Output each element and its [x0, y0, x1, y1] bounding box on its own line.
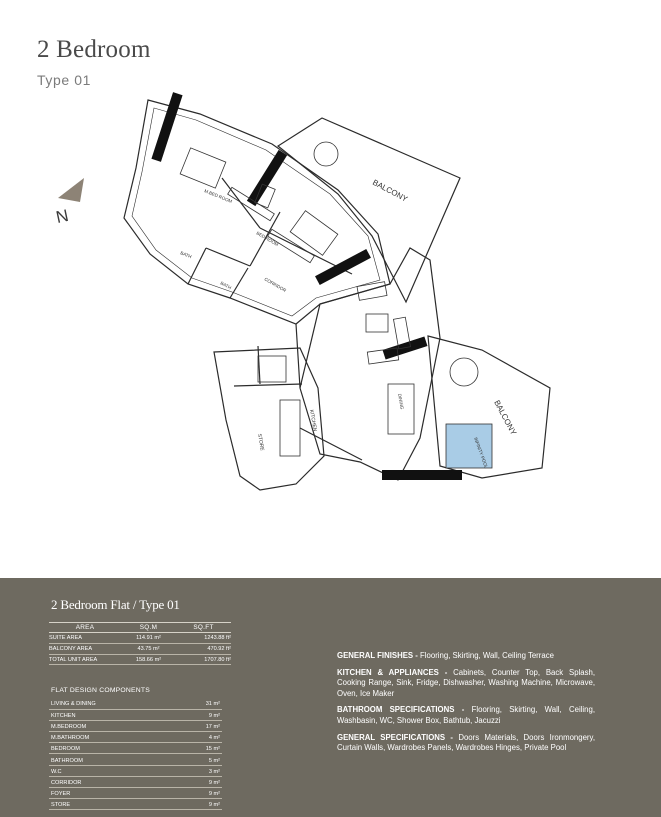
page-subtitle: Type 01 — [37, 72, 92, 88]
label-m-bed-room: M.BED ROOM — [203, 188, 233, 204]
spec-title: KITCHEN & APPLIANCES - — [337, 667, 448, 677]
area-header-area: AREA — [49, 623, 121, 633]
spec-kitchen-appliances — [337, 668, 595, 700]
component-label: FOYER — [49, 788, 173, 799]
component-label: BATHROOM — [49, 754, 173, 765]
area-label: SUITE AREA — [49, 633, 121, 644]
label-bath-2: BATH — [219, 280, 233, 291]
area-table-header — [49, 623, 231, 633]
table-row — [49, 788, 222, 799]
spec-text: Flooring, Skirting, Wall, Ceiling Terrace — [420, 651, 554, 660]
spec-general — [337, 733, 595, 754]
component-label: M.BEDROOM — [49, 720, 173, 731]
component-label: LIVING & DINING — [49, 698, 173, 709]
area-sqft: 1707.80 ft² — [176, 654, 231, 665]
spec-title: BATHROOM SPECIFICATIONS - — [337, 705, 465, 715]
kitchen-outline — [214, 348, 324, 490]
floor-plan — [110, 88, 560, 518]
component-label: M.BATHROOM — [49, 732, 173, 743]
label-balcony-top: BALCONY — [371, 177, 410, 204]
table-row — [49, 765, 222, 776]
component-value: 9 m² — [173, 799, 222, 810]
area-sqm: 158.66 m² — [121, 654, 176, 665]
table-row — [49, 776, 222, 787]
table-row — [49, 799, 222, 810]
component-value: 3 m² — [173, 765, 222, 776]
north-arrow-shape — [58, 178, 84, 202]
label-dining: DINING — [397, 393, 405, 410]
column-bar — [382, 470, 462, 480]
wall-line — [234, 384, 302, 386]
component-value: 17 m² — [173, 720, 222, 731]
table-row — [49, 720, 222, 731]
spec-title: GENERAL SPECIFICATIONS - — [337, 732, 454, 742]
area-table — [49, 622, 231, 665]
balcony-top-outline — [278, 118, 460, 302]
bath-fixture-icon — [258, 356, 286, 382]
area-sqft: 1243.88 ft² — [176, 633, 231, 644]
spec-text: Flooring, Skirting, Wall, Ceiling, Washbasin, WC, Shower Box, Bathtub, Jacuzzi — [337, 705, 595, 725]
component-value: 9 m² — [173, 709, 222, 720]
table-row — [49, 754, 222, 765]
spec-text: Cabinets, Counter Top, Back Splash, Cooking Range, Sink, Fridge, Dishwasher, Washing Machine, Microwave, Oven, Ice Maker — [337, 667, 596, 698]
plant-icon — [314, 142, 338, 166]
plant-icon — [450, 358, 478, 386]
area-sqm: 114.91 m² — [121, 633, 176, 644]
wall-line — [300, 428, 362, 460]
table-row — [49, 698, 222, 709]
specifications — [337, 651, 595, 760]
page-title: 2 Bedroom — [37, 36, 151, 63]
component-value: 5 m² — [173, 754, 222, 765]
components-title: FLAT DESIGN COMPONENTS — [51, 687, 150, 694]
kitchen-counter-icon — [280, 400, 300, 456]
area-sqft: 470.92 ft² — [176, 643, 231, 654]
label-corridor: CORRIDOR — [263, 276, 288, 294]
area-header-sqm: SQ.M — [121, 623, 176, 633]
table-row — [49, 633, 231, 644]
component-label: STORE — [49, 799, 173, 810]
components-table — [49, 698, 222, 810]
area-header-sqft: SQ.FT — [176, 623, 231, 633]
label-store: STORE — [256, 433, 265, 452]
north-arrow-icon — [50, 176, 90, 228]
component-value: 15 m² — [173, 743, 222, 754]
sofa-icon — [357, 282, 387, 301]
table-row — [49, 743, 222, 754]
bed-second-icon — [290, 211, 338, 256]
area-sqm: 43.75 m² — [121, 643, 176, 654]
spec-text: Doors Materials, Doors Ironmongery, Curtain Walls, Wardrobes Panels, Wardrobes Hinges, Private Pool — [337, 732, 596, 753]
wall-line — [296, 324, 300, 388]
table-row — [49, 709, 222, 720]
area-label: TOTAL UNIT AREA — [49, 654, 121, 665]
component-value: 9 m² — [173, 788, 222, 799]
north-label: N — [54, 205, 71, 228]
component-value: 31 m² — [173, 698, 222, 709]
label-pool: INFINITY POOL — [473, 436, 489, 469]
label-kitchen: KITCHEN — [308, 409, 318, 432]
coffee-table-icon — [366, 314, 388, 332]
table-row — [49, 732, 222, 743]
spec-general-finishes — [337, 651, 595, 662]
spec-bathroom — [337, 705, 595, 726]
label-balcony-right: BALCONY — [492, 398, 519, 437]
column-bar — [247, 150, 287, 206]
area-label: BALCONY AREA — [49, 643, 121, 654]
bed-master-icon — [180, 148, 226, 188]
wall-line — [206, 248, 250, 266]
table-row — [49, 643, 231, 654]
component-label: W.C — [49, 765, 173, 776]
wall-line — [230, 268, 248, 298]
component-label: BEDROOM — [49, 743, 173, 754]
wardrobe-icon — [268, 229, 315, 262]
component-label: KITCHEN — [49, 709, 173, 720]
component-value: 4 m² — [173, 732, 222, 743]
table-row — [49, 654, 231, 665]
spec-title: GENERAL FINISHES - — [337, 651, 418, 660]
flat-title: 2 Bedroom Flat / Type 01 — [51, 597, 180, 612]
component-label: CORRIDOR — [49, 776, 173, 787]
component-value: 9 m² — [173, 776, 222, 787]
label-bed-room: BED ROOM — [255, 230, 280, 248]
label-bath-1: BATH — [179, 250, 193, 260]
